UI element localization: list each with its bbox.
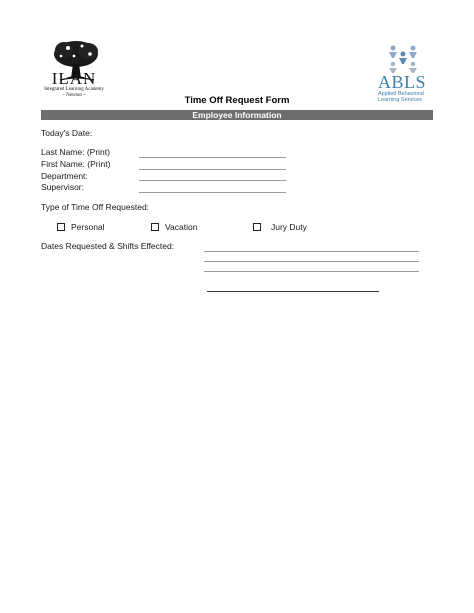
ilan-subtitle: Integrated Learning Academy <box>44 87 104 92</box>
ilan-location: ~ Newton ~ <box>62 93 86 98</box>
jury-duty-label: Jury Duty <box>271 222 307 232</box>
vacation-checkbox[interactable] <box>151 223 159 231</box>
section-header-employee-information: Employee Information <box>41 110 433 120</box>
form-title: Time Off Request Form <box>184 95 290 106</box>
todays-date-label: Today's Date: <box>41 128 93 138</box>
jury-duty-checkbox[interactable] <box>253 223 261 231</box>
people-figures-icon <box>387 44 419 74</box>
dates-requested-label: Dates Requested & Shifts Effected: <box>41 241 175 251</box>
dates-requested-line-3[interactable] <box>204 271 419 272</box>
department-label: Department: <box>41 171 88 181</box>
last-name-field[interactable] <box>139 157 286 158</box>
dates-requested-line-2[interactable] <box>204 261 419 262</box>
dates-requested-line-1[interactable] <box>204 251 419 252</box>
first-name-label: First Name: (Print) <box>41 159 111 169</box>
type-of-time-off-label: Type of Time Off Requested: <box>41 202 150 212</box>
vacation-label: Vacation <box>165 222 198 232</box>
abls-name: ABLS <box>378 72 427 92</box>
signature-line[interactable] <box>207 291 379 292</box>
department-field[interactable] <box>139 180 286 181</box>
last-name-label: Last Name: (Print) <box>41 147 110 157</box>
supervisor-field[interactable] <box>139 192 286 193</box>
abls-subtitle-line1: Applied Behavioral <box>378 91 424 97</box>
ilan-name: ILAN <box>51 69 97 88</box>
personal-checkbox[interactable] <box>57 223 65 231</box>
first-name-field[interactable] <box>139 169 286 170</box>
personal-label: Personal <box>71 222 105 232</box>
supervisor-label: Supervisor: <box>41 182 84 192</box>
abls-subtitle-line2: Learning Services <box>378 97 423 104</box>
